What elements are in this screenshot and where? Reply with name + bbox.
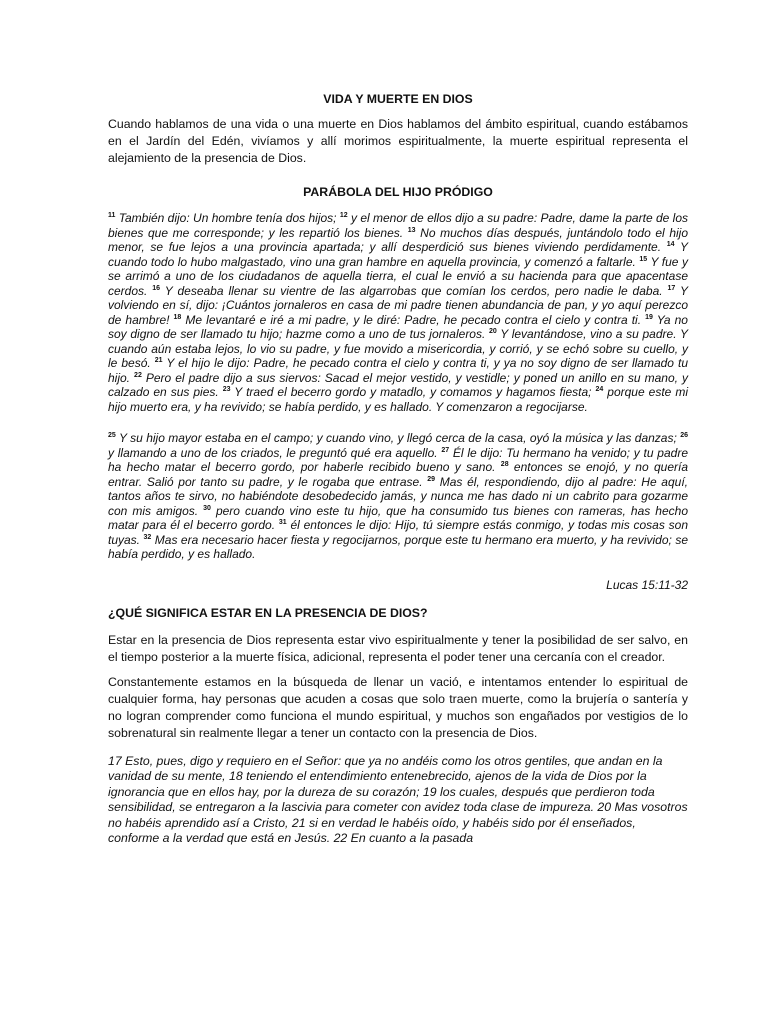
verse-number: 17 bbox=[667, 284, 676, 292]
verse-text: pero cuando vino este tu hijo, que ha consumido tus bienes con rameras, has hecho matar para él el becerro gordo. bbox=[108, 503, 688, 532]
ephesians-passage: 17 Esto, pues, digo y requiero en el Señor: que ya no andéis como los otros gentiles, que andan en la vanidad de su mente, 18 teniendo el entendimiento entenebrecido, ajenos de la vida de Dios por la ignorancia que en ellos hay, por la dureza de su corazón; 19 los cuales, después que perdieron toda sensibilidad, se entregaron a la lascivia para cometer con avidez toda clase de impureza. 20 Mas vosotros no habéis aprendido así a Cristo, 21 si en verdad le habéis oído, y habéis sido por él enseñados, conforme a la verdad que está en Jesús. 22 En cuanto a la pasada bbox=[108, 753, 688, 846]
verse-number: 24 bbox=[595, 386, 604, 393]
verse-text: y el menor de ellos dijo a su padre: Padre, dame la parte de los bienes que me corresponde; y les repartió los bienes. bbox=[108, 211, 688, 240]
verse-text: porque este mi hijo muerto era, y ha revivido; se había perdido, y es hallado. Y comenzaron a regocijarse. bbox=[108, 385, 688, 414]
intro-paragraph: Cuando hablamos de una vida o una muerte en Dios hablamos del ámbito espiritual, cuando estábamos en el Jardín del Edén, vivíamos y allí morimos espiritualmente, la muerte espiritual representa el alejamiento de la presencia de Dios. bbox=[108, 117, 688, 165]
document-content bbox=[108, 92, 688, 847]
verse-number: 18 bbox=[173, 313, 182, 321]
verse-text: Y su hijo mayor estaba en el campo; y cuando vino, y llegó cerca de la casa, oyó la música y las danzas; bbox=[115, 431, 681, 445]
verse-number: 22 bbox=[134, 371, 142, 379]
paragraph-search: Constantemente estamos en la búsqueda de llenar un vació, e intentamos entender lo espiritual de cualquier forma, hay personas que acuden a cosas que solo traen muerte, como la brujería o santería y no logran comprender como funciona el mundo espiritual, y muchos son engañados por vestigios de lo sobrenatural sin realmente llegar a tener un contacto con la presencia de Dios. bbox=[108, 674, 688, 740]
verse-text: Y deseaba llenar su vientre de las algarrobas que comían los cerdos, pero nadie le daba. bbox=[160, 283, 668, 298]
verse-number: 23 bbox=[222, 386, 231, 393]
verse-text: Me levantaré e iré a mi padre, y le diré: Padre, he pecado contra el cielo y contra ti. bbox=[181, 312, 646, 327]
verse-number: 21 bbox=[154, 357, 163, 364]
verse-number: 15 bbox=[639, 255, 648, 263]
verse-number: 29 bbox=[427, 475, 436, 483]
verse-number: 26 bbox=[680, 432, 688, 439]
verse-number: 12 bbox=[339, 212, 348, 219]
verse-number: 11 bbox=[108, 212, 116, 219]
page-title: VIDA Y MUERTE EN DIOS bbox=[323, 92, 473, 106]
verse-text: Y levantándose, vino a su padre. Y cuando aún estaba lejos, lo vio su padre, y fue movido a misericordia, y corrió, y se echó sobre su cuello, y le besó. bbox=[108, 327, 688, 370]
verse-text: Y cuando todo lo hubo malgastado, vino una gran hambre en aquella provincia, y comenzó a faltarle. bbox=[108, 240, 688, 269]
verse-number: 30 bbox=[203, 504, 211, 512]
parable-heading: PARÁBOLA DEL HIJO PRÓDIGO bbox=[303, 185, 493, 199]
verse-number: 28 bbox=[500, 461, 509, 468]
verse-text: Y el hijo le dijo: Padre, he pecado contra el cielo y contra ti, y ya no soy digno de ser llamado tu hijo. bbox=[108, 356, 689, 385]
verse-text: Él le dijo: Tu hermano ha venido; y tu padre ha hecho matar el becerro gordo, por haberle recibido bueno y sano. bbox=[108, 445, 688, 474]
verse-number: 19 bbox=[645, 313, 653, 321]
verse-text: Y volviendo en sí, dijo: ¡Cuántos jornaleros en casa de mi padre tienen abundancia de pan, y yo aquí perezco de hambre! bbox=[108, 283, 688, 327]
verse-text: Mas él, respondiendo, dijo al padre: He aquí, tantos años te sirvo, no habiéndote desobedecido jamás, y nunca me has dado ni un cabrito para gozarme con mis amigos. bbox=[108, 474, 688, 518]
verse-number: 16 bbox=[152, 284, 161, 292]
verse-text: Ya no soy digno de ser llamado tu hijo; hazme como a uno de tus jornaleros. bbox=[108, 312, 688, 341]
paragraph-presence: Estar en la presencia de Dios representa estar vivo espiritualmente y tener la posibilidad de ser salvo, en el tiempo posterior a la muerte física, adicional, representa el poder tener una cercanía con el creador. bbox=[108, 632, 688, 664]
scripture-block-2 bbox=[108, 431, 688, 562]
scripture-reference: Lucas 15:11-32 bbox=[606, 577, 688, 592]
verse-number: 25 bbox=[108, 432, 116, 439]
verse-text: También dijo: Un hombre tenía dos hijos; bbox=[115, 211, 340, 225]
scripture-block-1 bbox=[108, 211, 688, 414]
verse-text: No muchos días después, juntándolo todo el hijo menor, se fue lejos a una provincia apartada; y allí desperdició sus bienes viviendo perdidamente. bbox=[108, 225, 689, 254]
verse-number: 31 bbox=[278, 519, 287, 526]
verse-text: él entonces le dijo: Hijo, tú siempre estás conmigo, y todas mis cosas son tuyas. bbox=[108, 518, 688, 547]
verse-number: 14 bbox=[666, 241, 675, 248]
verse-text: Pero el padre dijo a sus siervos: Sacad el mejor vestido, y vestidle; y poned un anillo en su mano, y calzado en sus pies. bbox=[108, 370, 688, 399]
verse-number: 32 bbox=[143, 533, 152, 541]
verse-text: y llamando a uno de los criados, le preguntó qué era aquello. bbox=[108, 445, 442, 460]
verse-text: Mas era necesario hacer fiesta y regocijarnos, porque este tu hermano era muerto, y ha revivido; se había perdido, y es hallado. bbox=[108, 532, 688, 561]
verse-number: 27 bbox=[441, 446, 450, 454]
verse-text: Y fue y se arrimó a uno de los ciudadanos de aquella tierra, el cual le envió a su hacienda para que apacentase cerdos. bbox=[108, 254, 688, 298]
verse-number: 13 bbox=[407, 226, 416, 234]
verse-number: 20 bbox=[489, 328, 497, 335]
verse-text: Y traed el becerro gordo y matadlo, y comamos y hagamos fiesta; bbox=[230, 385, 596, 399]
verse-text: entonces se enojó, y no quería entrar. Salió por tanto su padre, y le rogaba que entrase. bbox=[108, 460, 688, 489]
section-heading: ¿QUÉ SIGNIFICA ESTAR EN LA PRESENCIA DE DIOS? bbox=[108, 605, 428, 620]
